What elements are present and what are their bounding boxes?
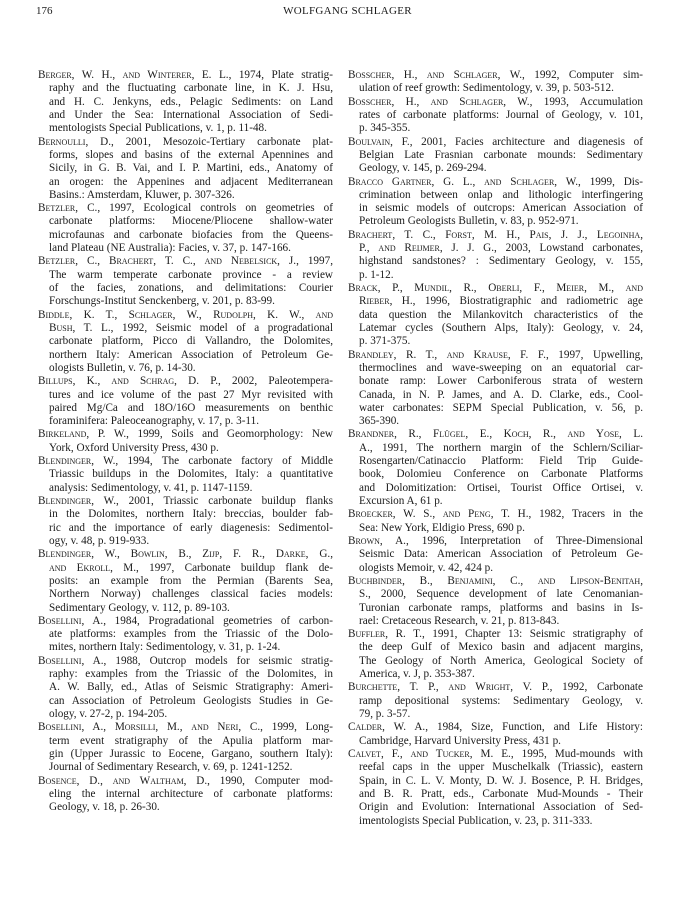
reference-line [348,269,643,282]
reference-entry [38,69,333,136]
reference-line [38,428,333,441]
reference-entry [348,575,643,628]
reference-text: of the facies, zonations, and delimitations: Courier [49,282,333,294]
reference-text: 1992, Carbonate [552,681,643,694]
reference-line [38,109,333,122]
reference-text: Seismic Data: American Association of Petroleum Ge- [359,548,643,561]
reference-authors: Billups, K., and Schrag, D. P., [38,375,221,388]
reference-text: raphy: examples from the Triassic of the Dolomites, in [49,668,333,681]
reference-text: 1999, Dis- [580,175,643,188]
reference-entry [38,775,333,815]
reference-line [348,708,643,721]
reference-text: York, Oxford University Press, 430 p. [49,441,219,454]
reference-line [38,535,333,548]
reference-line [38,495,333,508]
reference-entry [348,508,643,535]
reference-text: mites, northern Italy: Sedimentology, v. 31, p. 1-24. [49,641,281,654]
reference-line [38,349,333,362]
reference-text: Rosengarten/Catinaccio Platform: Field Trip Guide- [359,455,643,468]
reference-text: Excursion A, 61 p. [359,495,443,507]
reference-text: Triassic buildups in the Dolomites, Italy: a quantitative [49,468,333,481]
reference-line [348,242,643,255]
reference-text: 79, p. 3-57. [359,708,411,720]
reference-text: posits: an example from the Permian (Barents Sea, [49,574,333,587]
reference-text: tures and ice volume of the past 27 Myr revisited with [49,388,333,401]
reference-line [38,602,333,615]
reference-text: crimination between onlap and lithologic interfingering [359,188,643,201]
reference-entry [38,255,333,308]
reference-text: Petroleum Geologists Bulletin, v. 83, p. 952-971. [359,215,579,228]
reference-line [38,149,333,162]
reference-authors: Bosellini, A., Morsilli, M., and Neri, C., [38,721,263,734]
reference-authors: Bernoulli, D., [38,135,114,148]
reference-line [348,562,643,575]
reference-line [38,748,333,761]
reference-text: 1997, Ecological controls on geometries of [100,202,333,215]
reference-line [38,628,333,641]
reference-line [38,122,333,135]
reference-line [38,761,333,774]
reference-text: Basins.: Amsterdam, Kluwer, p. 307-326. [49,188,235,201]
reference-authors: Blendinger, W., [38,455,119,468]
reference-line [348,82,643,95]
reference-text: Sedimentary Geology, v. 112, p. 89-103. [49,601,230,614]
reference-line [38,775,333,788]
reference-text: Turonian carbonate ramps, platforms and basins in Is- [359,601,643,614]
reference-line [38,522,333,535]
reference-text: Sicily, in G. B. Vai, and I. P. Martini, eds., Anatomy of [49,162,333,175]
reference-line [348,535,643,548]
reference-entry [348,282,643,349]
reference-text: ulation of reef growth: Sedimentology, v. 39, p. 503-512. [359,82,614,95]
reference-line [348,322,643,335]
reference-line [38,136,333,149]
reference-text: 1995, Mud-mounds with [513,747,643,760]
reference-line [348,149,643,162]
reference-text: ric and the importance of early diagenesis: Sedimentol- [49,521,333,534]
reference-line [348,215,643,228]
reference-line [38,801,333,814]
reference-text: northern Italy: American Association of Petroleum Ge- [49,348,333,361]
reference-text: Geology, v. 18, p. 26-30. [49,801,160,814]
reference-line [348,162,643,175]
reference-entry [348,428,643,508]
reference-line [38,482,333,495]
reference-authors: Buffler, R. T., [348,628,425,641]
reference-text: and B. R. Pratt, eds., Carbonate Mud-Mounds - Their [359,787,643,800]
reference-text: 1997, [298,255,333,268]
reference-entry [348,535,643,575]
reference-line [348,468,643,481]
reference-text: 1992, Computer sim- [524,69,644,81]
reference-text: rates of carbonate platforms: Journal of Geology, v. 101, [359,108,643,121]
reference-text: ologists Memoir, v. 42, 424 p. [359,561,494,574]
reference-text: 1991, Chapter 13: Seismic stratigraphy of [424,628,644,641]
reference-line [348,721,643,734]
reference-text: Spain, in C. L. V. Monty, D. W. J. Bosence, P. H. Bridges, [359,774,643,787]
reference-text: ogy, v. 48, p. 919-933. [49,534,150,547]
reference-authors: Brachert, T. C., Forst, M. H., Pais, J. J., Legoinha, [348,228,643,241]
reference-line [38,788,333,801]
reference-line [38,721,333,734]
reference-text: The Geology of North America, Geological Society of [359,654,643,667]
reference-authors: Bosellini, A., [38,654,107,667]
reference-text: Geology, v. 145, p. 269-294. [359,162,487,175]
reference-line [38,575,333,588]
reference-line [38,282,333,295]
reference-text: 1999, Soils and Geomorphology: New [128,428,333,441]
reference-text: p. 1-12. [359,268,394,281]
reference-authors: P., and Reijmer, J. J. G., [359,242,497,255]
reference-line [38,468,333,481]
reference-authors: Biddle, K. T., Schlager, W., Rudolph, K. W., and [38,308,333,321]
reference-text: microfaunas and carbonate biofacies from the Queens- [49,228,333,241]
reference-text: highstand sandstones? : Sedimentary Geology, v. 155, [359,255,643,268]
reference-entry [38,136,333,203]
reference-text: ologists Bulletin, v. 76, p. 14-30. [49,361,196,374]
reference-text: Northern Norway) challenges classical facies models: [49,588,333,601]
reference-line [348,109,643,122]
reference-text: ology, v. 27-2, p. 194-205. [49,708,168,720]
reference-line [348,761,643,774]
reference-line [348,282,643,295]
reference-authors: Betzler, C., [38,202,101,215]
reference-text: data question the Milankovitch characteristics of the [359,308,643,321]
reference-line [348,748,643,761]
reference-text: reefal caps in the upper Muschelkalk (Triassic), eastern [359,761,643,774]
reference-text: A., 1991, The northern margin of the Schlern/Sciliar- [359,441,643,454]
running-header: WOLFGANG SCHLAGER [283,5,412,17]
reference-line [348,695,643,708]
reference-text: A. W. Bally, ed., Atlas of Seismic Stratigraphy: Ameri- [49,681,333,694]
reference-authors: Boulvain, F., [348,135,413,148]
reference-entry [38,495,333,548]
reference-text: land Plateau (NE Australia): Facies, v. 37, p. 147-166. [49,242,291,255]
reference-line [348,96,643,109]
reference-text: 2001, Facies architecture and diagenesis of [412,135,643,148]
reference-authors: Brown, A., [348,534,409,547]
reference-line [348,615,643,628]
reference-line [348,681,643,694]
reference-text: 1984, Size, Function, and Life History: [428,721,643,734]
reference-text: 1997, Carbonate buildup flank de- [138,561,333,574]
reference-text: rael: Cretaceous Research, v. 21, p. 813-843. [359,614,560,627]
reference-text: bonate ramp: Lower Carboniferous strata of western [359,375,643,388]
reference-text: eling the internal architecture of carbonate platforms: [49,787,333,800]
reference-line [348,522,643,535]
reference-text: and H. C. Jenkyns, eds., Pelagic Sediments: on Land [49,95,333,108]
reference-text: in the Dolomites, northern Italy: breccias, boulder fab- [49,508,333,521]
reference-line [348,775,643,788]
reference-line [38,588,333,601]
reference-line [348,375,643,388]
reference-line [38,615,333,628]
reference-authors: Bosscher, H., and Schlager, W., [348,69,525,81]
reference-line [348,442,643,455]
reference-authors: Bracco Gartner, G. L., and Schlager, W., [348,175,581,188]
reference-text: water carbonates: SEPM Special Publication, v. 56, p. [359,401,643,414]
reference-text: 2003, Lowstand carbonates, [496,242,644,255]
reference-line [348,69,643,82]
reference-line [348,575,643,588]
reference-authors: Brack, P., Mundil, R., Oberli, F., Meier, M., and [348,282,643,294]
reference-text: the deep Gulf of Mexico basin and adjacent margins, [359,641,643,654]
reference-entry [348,628,643,681]
reference-line [348,801,643,814]
reference-authors: Bush, T. L., [49,321,114,334]
reference-text: mentologists Special Publications, v. 1, p. 11-48. [49,122,267,135]
reference-text: ate platforms: examples from the Triassic of the Dolo- [49,628,333,641]
reference-line [348,588,643,601]
reference-line [38,708,333,721]
reference-line [38,309,333,322]
reference-line [38,229,333,242]
reference-line [38,389,333,402]
reference-line [38,162,333,175]
reference-line [38,402,333,415]
reference-line [38,82,333,95]
reference-line [38,269,333,282]
reference-line [38,242,333,255]
reference-authors: Blendinger, W., Bowlin, B., Zijp, F. R., Darke, G., [38,548,333,561]
reference-line [38,176,333,189]
reference-line [348,548,643,561]
reference-entry [348,229,643,282]
reference-authors: Birkeland, P. W., [38,428,129,441]
reference-text: 1997, Upwelling, [548,348,643,361]
reference-text: gin (Upper Jurassic to Eocene, Gargano, southern Italy): [49,747,333,760]
reference-line [38,695,333,708]
reference-text: 1992, Seismic model of a progradational [113,321,333,334]
reference-line [348,362,643,375]
reference-authors: Calder, W. A., [348,721,429,734]
reference-line [348,229,643,242]
reference-line [38,508,333,521]
reference-text: analysis: Sedimentology, v. 41, p. 1147-1159. [49,481,253,494]
reference-line [348,189,643,202]
reference-text: Origin and Evolution: International Association of Sed- [359,801,643,814]
reference-entry [38,202,333,255]
reference-text: Sea: New York, Eldigio Press, 690 p. [359,521,525,534]
reference-line [348,628,643,641]
reference-line [348,202,643,215]
reference-text: 1990, Computer mod- [209,774,333,787]
reference-line [348,508,643,521]
reference-text: 365-390. [359,415,400,428]
reference-text: 1993, Accumulation [532,95,643,108]
reference-line [38,562,333,575]
reference-text: p. 371-375. [359,335,411,348]
reference-text: The warm temperate carbonate province - a review [49,268,333,281]
reference-text: carbonate platforms: Miocene/Pliocene shallow-water [49,215,333,228]
references-right-column [348,69,643,828]
reference-line [348,402,643,415]
reference-line [38,641,333,654]
reference-line [38,735,333,748]
reference-text: 1984, Progradational geometries of carbon- [106,614,333,627]
reference-line [38,681,333,694]
reference-line [348,602,643,615]
reference-text: in seismic models of outcrops: American Association of [359,202,643,215]
reference-line [38,655,333,668]
reference-line [38,362,333,375]
reference-line [348,349,643,362]
page-number: 176 [36,5,53,17]
reference-line [348,295,643,308]
reference-text: 2001, Mesozoic-Tertiary carbonate plat- [113,135,333,148]
reference-authors: Brandner, R., Flügel, E., Koch, R., and Yose, [348,428,622,441]
reference-line [348,335,643,348]
reference-text: forms, slopes and basins of the external Apennines and [49,148,333,161]
reference-line [38,69,333,82]
reference-entry [38,309,333,376]
reference-text: 1982, Tracers in the [531,508,643,521]
reference-line [348,176,643,189]
reference-text: 2002, Paleotempera- [220,375,333,388]
reference-entry [348,69,643,96]
reference-text: term event stratigraphy of the Apulia platform mar- [49,734,333,747]
reference-authors: Rieber, H., [359,295,416,308]
reference-line [38,442,333,455]
reference-text: Belgian Late Frasnian carbonate mounds: Sedimentary [359,148,643,161]
reference-line [348,255,643,268]
references-left-column [38,69,333,815]
reference-authors: Bosence, D., and Waltham, D., [38,774,210,787]
reference-entry [38,375,333,428]
reference-line [38,335,333,348]
reference-text: foraminifera: Paleoceanography, v. 17, p. 3-11. [49,415,259,428]
reference-text: 1996, Interpretation of Three-Dimensional [408,534,643,547]
reference-text: thermoclines and wave-sweeping on an equatorial car- [359,361,643,374]
reference-text: Journal of Sedimentary Research, v. 69, p. 1241-1252. [49,761,293,774]
reference-text: and Dolomitization: Ortisei, Tourist Office Ortisei, v. [359,481,643,494]
reference-line [348,428,643,441]
reference-entry [348,349,643,429]
reference-line [348,309,643,322]
reference-line [38,255,333,268]
reference-entry [38,655,333,722]
reference-text: S., 2000, Sequence development of late Cenomanian- [359,588,643,601]
reference-line [348,482,643,495]
reference-authors: Bosscher, H., and Schlager, W., [348,95,533,108]
reference-line [348,122,643,135]
reference-authors: Bosellini, A., [38,614,106,627]
reference-text: America, v. J, p. 353-387. [359,668,475,681]
reference-entry [38,455,333,495]
reference-entry [348,96,643,136]
reference-line [348,641,643,654]
reference-line [38,548,333,561]
reference-text: can Association of Petroleum Geologists Studies in Ge- [49,694,333,707]
reference-line [38,415,333,428]
reference-line [348,668,643,681]
reference-entry [348,748,643,828]
reference-line [38,455,333,468]
reference-text: book, Dolomieu Conference on Carbonate Platforms [359,468,643,481]
reference-text: imentologists Special Publication, v. 23, p. 311-333. [359,814,593,827]
reference-authors: Brandley, R. T., and Krause, F. F., [348,348,549,361]
reference-line [348,788,643,801]
reference-line [38,295,333,308]
reference-line [348,389,643,402]
reference-line [38,322,333,335]
reference-text: 2001, Triassic carbonate buildup flanks [118,495,333,507]
reference-text: 1996, Biostratigraphic and radiometric age [415,295,643,308]
reference-authors: Burchette, T. P., and Wright, V. P., [348,681,553,694]
reference-text: Forschungs-Institut Senckenberg, v. 201, p. 83-99. [49,295,275,308]
reference-text: 1988, Outcrop models for seismic stratig- [106,654,333,667]
reference-authors: Buchbinder, B., Benjamini, C., and Lipson-Benitah, [348,574,643,587]
reference-line [38,202,333,215]
reference-text: Canada, in N. P. James, and A. D. Clarke, eds., Cool- [359,388,643,401]
reference-line [38,375,333,388]
reference-line [348,735,643,748]
reference-authors: Betzler, C., Brachert, T. C., and Nebelsick, J., [38,255,299,268]
reference-entry [348,721,643,748]
reference-line [348,136,643,149]
reference-text: p. 345-355. [359,122,411,135]
reference-line [38,215,333,228]
reference-line [348,815,643,828]
reference-text: raphy and the fluctuating carbonate line, in K. J. Hsu, [49,82,333,95]
reference-authors: Broecker, W. S., and Peng, T. H., [348,508,532,521]
reference-entry [348,136,643,176]
reference-entry [38,615,333,655]
reference-authors: Blendinger, W., [38,495,119,507]
reference-entry [38,721,333,774]
reference-text: 1999, Long- [262,721,333,734]
reference-line [38,189,333,202]
reference-authors: Calvet, F., and Tucker, M. E., [348,747,514,760]
reference-entry [348,176,643,229]
reference-line [348,415,643,428]
reference-text: and Under the Sea: International Association of Sedi- [49,108,333,121]
reference-entry [38,548,333,615]
reference-line [348,655,643,668]
reference-text: 1974, Plate stratig- [231,69,333,81]
reference-text: Cambridge, Harvard University Press, 431 p. [359,734,561,747]
reference-text: L. [621,428,643,441]
reference-text: an orogen: the Appenines and adjacent Mediterranean [49,175,333,188]
reference-text: paired Mg/Ca and 18O/16O measurements on benthic [49,401,333,414]
reference-text: 1994, The carbonate factory of Middle [118,455,334,468]
reference-text: Latemar cycles (Southern Alps, Italy): Geology, v. 24, [359,321,643,334]
reference-text: carbonate platform, Picco di Vallandro, the Dolomites, [49,335,333,348]
reference-authors: Berger, W. H., and Winterer, E. L., [38,69,232,81]
reference-entry [348,681,643,721]
reference-line [348,495,643,508]
reference-line [348,455,643,468]
reference-entry [38,428,333,455]
reference-text: ramp depositional systems: Sedimentary Geology, v. [359,694,643,707]
reference-line [38,668,333,681]
reference-authors: and Ekroll, M., [49,561,139,574]
reference-line [38,96,333,109]
